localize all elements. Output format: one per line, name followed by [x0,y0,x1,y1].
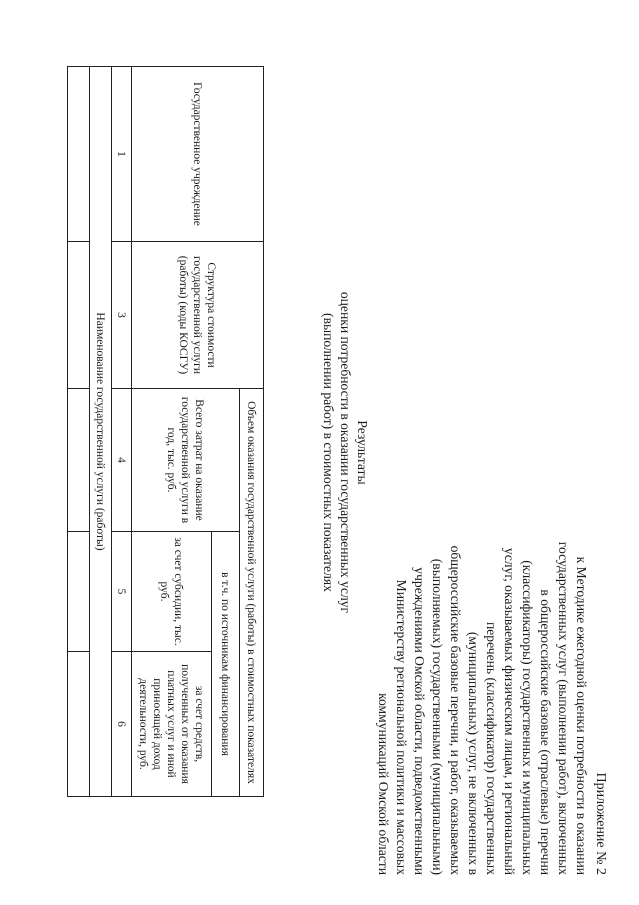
table-cell [68,389,90,532]
appendix-line: перечень (классификатор) государственных [484,621,499,875]
appendix-line: в общероссийские базовые (отраслевые) перечни [538,589,553,875]
table-cell [68,242,90,389]
col-number: 1 [112,67,132,242]
header-paid: за счет средств, полученных от оказания платных услуг и иной приносящей доход деятельности, руб. [132,652,212,797]
header-structure: Структура стоимости государственной услуги (работы) (коды КОСГУ) [132,242,264,389]
col-number: 4 [112,389,132,532]
table-row [90,67,112,797]
table-row [112,67,132,797]
header-subsidy: за счет субсидии, тыс. руб. [132,532,212,652]
appendix-line: Министерству региональной политики и массовых [394,579,409,875]
table-cell [68,652,90,797]
appendix-line: общероссийские базовые перечни, и работ, оказываемых [448,545,463,875]
col-number: 5 [112,532,132,652]
appendix-line: к Методике ежегодной оценки потребности в оказании [574,556,589,875]
table-cell [68,532,90,652]
appendix-line: государственных услуг (выполнении работ), включенных [556,541,571,875]
col-number: 6 [112,652,132,797]
table-cell [68,67,90,242]
title-line-3: (выполнении работ) в стоимостных показателях [321,313,336,592]
title-line-2: оценки потребности в оказании государственных услуг [338,291,353,614]
header-volume: Объем оказания государственной услуги (работы) в стоимостных показателях [240,389,264,797]
appendix-line: учреждениями Омской области, подведомственными [412,567,427,875]
header-sources: в т.ч. по источникам финансирования [212,532,240,797]
appendix-line: коммуникаций Омской области [376,693,391,875]
service-name-row: Наименование государственной услуги (работы) [90,67,112,797]
document-title [320,60,371,845]
appendix-number: Приложение № 2 [593,772,608,875]
col-number: 3 [112,242,132,389]
appendix-line: (муниципальных) услуг, не включенных в [466,631,481,875]
header-institution: Государственное учреждение [132,67,264,242]
appendix-line: (выполняемых) государственными (муниципальными) [430,558,445,875]
header-total: Всего затрат на оказание государственной услуги в год, тыс. руб. [132,389,240,532]
results-table [67,66,264,797]
appendix-block [374,435,609,875]
table-row [68,67,90,797]
appendix-line: (классификаторы) государственных и муниципальных [520,560,535,875]
title-line-1: Результаты [355,420,370,485]
appendix-line: услуг, оказываемых физическим лицам, и региональный [502,547,517,875]
